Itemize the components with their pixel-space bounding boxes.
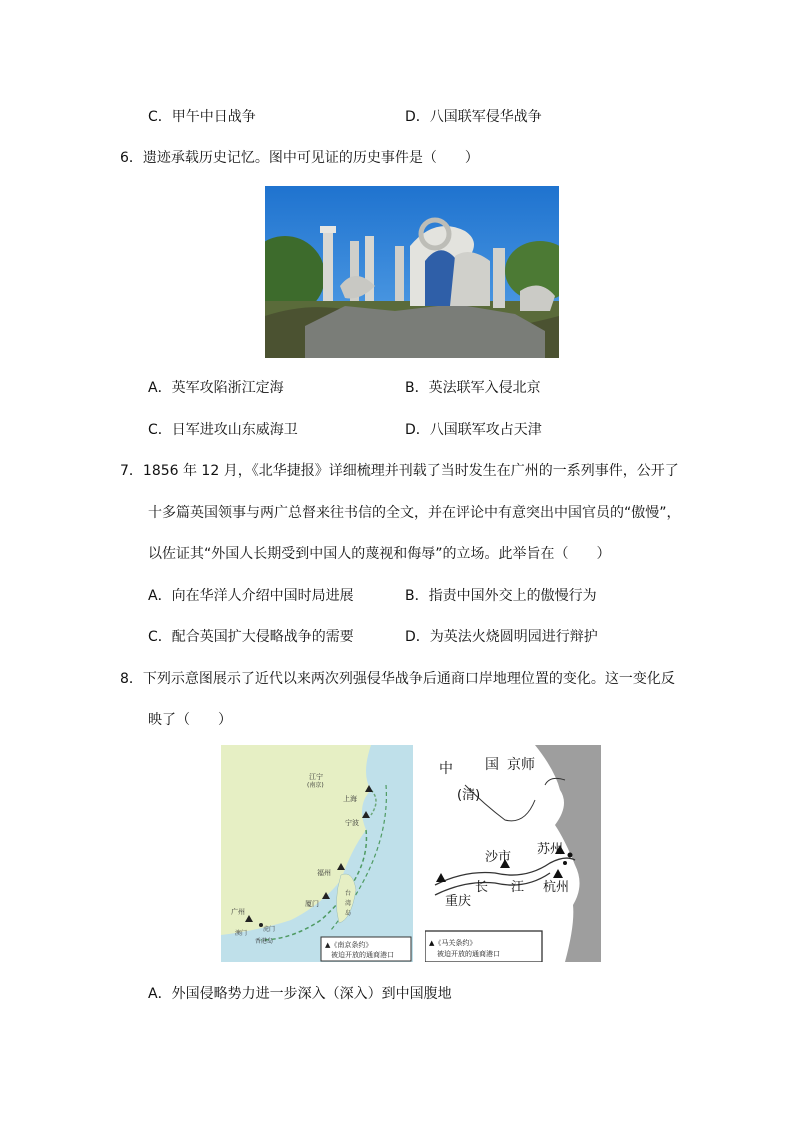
- map2-legend-desc: 被迫开放的通商港口: [437, 950, 500, 958]
- map1-city-hongkong: 香港岛: [255, 938, 274, 945]
- q7-option-a: A．向在华洋人介绍中国时局进展: [148, 588, 354, 604]
- q8-stem-line1: 8．下列示意图展示了近代以来两次列强侵华战争后通商口岸地理位置的变化。这一变化反: [120, 671, 675, 687]
- ruins-photo: [265, 186, 559, 358]
- q7-stem-line1: 7．1856 年 12 月，《北华捷报》详细梳理并刊载了当时发生在广州的一系列事件，公开了: [120, 463, 679, 479]
- map2-label-zhong: 中: [439, 761, 453, 777]
- map1-city-shanghai: 上海: [343, 795, 357, 803]
- map1-taiwan-3: 岛: [345, 910, 352, 917]
- map1-city-fuzhou: 福州: [317, 869, 331, 877]
- q8-option-a: A．外国侵略势力进一步深入（深入）到中国腹地: [148, 986, 452, 1002]
- map2-label-qing: (清): [457, 788, 481, 803]
- map1-city-humen: 虎门: [263, 926, 276, 933]
- map1-city-jiangning: 江宁: [309, 773, 323, 781]
- q6-option-a: A．英军攻陷浙江定海: [148, 380, 284, 396]
- map2-label-chang: 长: [475, 880, 489, 895]
- q8-stem-line2: 映了（ ）: [148, 712, 232, 728]
- q5-option-d: D．八国联军侵华战争: [405, 109, 542, 125]
- map2-label-guo: 国: [485, 757, 499, 773]
- map2-label-jingshi: 京师: [507, 757, 535, 773]
- map2-label-suzhou: 苏州: [537, 842, 564, 857]
- q6-stem: 6．遗迹承载历史记忆。图中可见证的历史事件是（ ）: [120, 150, 479, 166]
- map2-label-shashi: 沙市: [485, 850, 512, 865]
- q6-option-b: B．英法联军入侵北京: [405, 380, 541, 396]
- q7-option-d: D．为英法火烧圆明园进行辩护: [405, 629, 598, 645]
- map2-legend-title: ▲《马关条约》: [429, 939, 477, 947]
- q7-stem-line3: 以佐证其“外国人长期受到中国人的蔑视和侮辱”的立场。此举旨在（ ）: [148, 546, 611, 562]
- map1-taiwan-2: 湾: [345, 900, 352, 907]
- map1-city-nanjing-note: (南京): [307, 782, 324, 789]
- q7-option-b: B．指责中国外交上的傲慢行为: [405, 588, 597, 604]
- map1-city-macau: 澳门: [235, 930, 248, 937]
- map1-city-xiamen: 厦门: [305, 900, 319, 908]
- map1-legend-desc: 被迫开放的通商港口: [331, 951, 394, 959]
- map1-legend-title: ▲《南京条约》: [325, 941, 373, 949]
- map1-city-ningbo: 宁波: [345, 819, 359, 827]
- q6-option-d: D．八国联军攻占天津: [405, 422, 542, 438]
- map2-label-jiang: 江: [511, 880, 525, 895]
- nanjing-treaty-map: [221, 745, 413, 962]
- q7-option-c: C．配合英国扩大侵略战争的需要: [148, 629, 354, 645]
- shimonoseki-treaty-map: [425, 745, 601, 962]
- map1-taiwan-1: 台: [345, 890, 352, 897]
- q5-option-c: C．甲午中日战争: [148, 109, 256, 125]
- map1-city-guangzhou: 广州: [231, 908, 245, 916]
- q7-stem-line2: 十多篇英国领事与两广总督来往书信的全文，并在评论中有意突出中国官员的“傲慢”，: [148, 505, 681, 521]
- map2-label-chongqing: 重庆: [445, 894, 472, 909]
- q6-option-c: C．日军进攻山东威海卫: [148, 422, 298, 438]
- map2-label-hangzhou: 杭州: [543, 880, 570, 895]
